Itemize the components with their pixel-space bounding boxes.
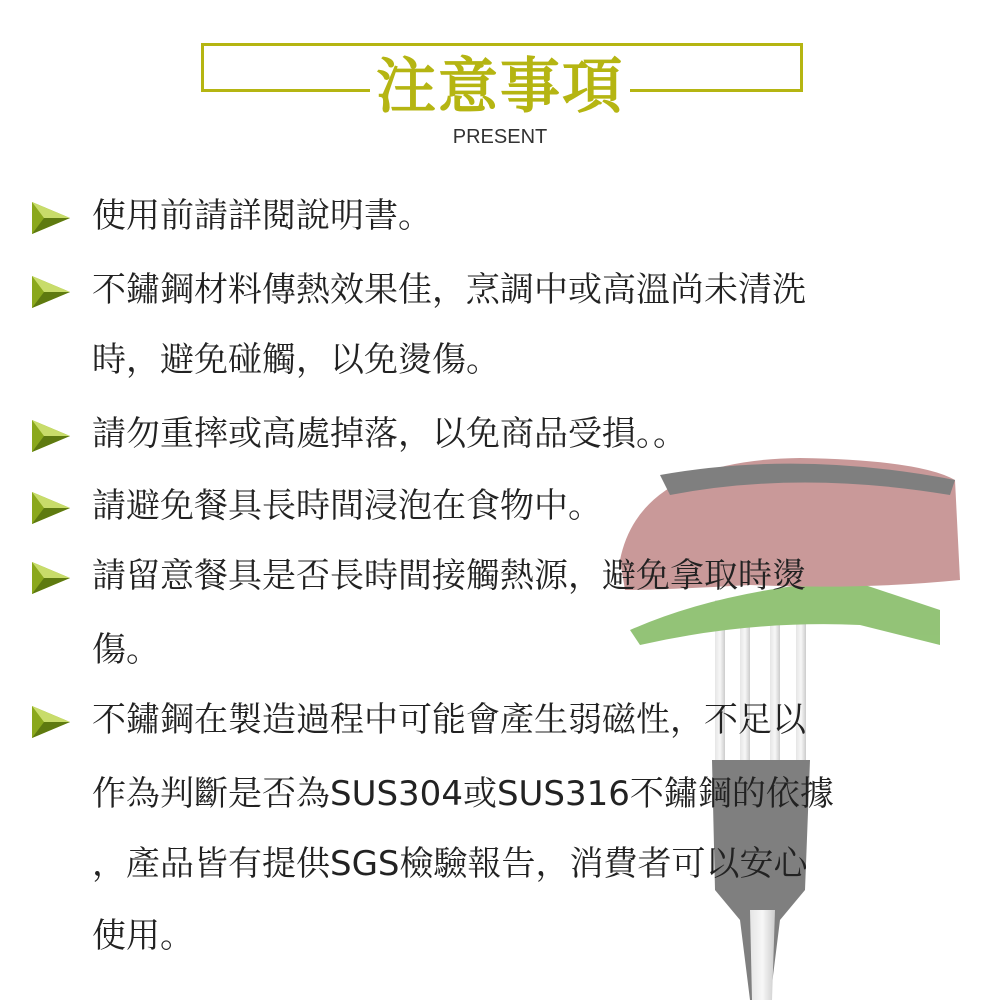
- page-subtitle: PRESENT: [452, 126, 548, 148]
- notice-item-line: 使用。: [92, 916, 194, 956]
- green-triangle-arrow-icon: [30, 704, 72, 740]
- notice-item-line: 作為判斷是否為SUS304或SUS316不鏽鋼的依據: [92, 774, 834, 814]
- green-triangle-arrow-icon: [30, 560, 72, 596]
- notice-item-line: 請避免餐具長時間浸泡在食物中。: [92, 486, 602, 526]
- notice-item-line: 傷。: [92, 630, 160, 670]
- green-triangle-arrow-icon: [30, 490, 72, 526]
- green-triangle-arrow-icon: [30, 418, 72, 454]
- notice-item-line: 不鏽鋼在製造過程中可能會產生弱磁性，不足以: [92, 700, 806, 740]
- notice-item-line: 不鏽鋼材料傳熱效果佳，烹調中或高溫尚未清洗: [92, 270, 806, 310]
- notice-item-line: 請勿重摔或高處掉落，以免商品受損。。: [92, 414, 687, 454]
- page-title: 注意事項: [0, 52, 1000, 122]
- notice-item-line: 時，避免碰觸，以免燙傷。: [92, 340, 500, 380]
- title-rule: [630, 89, 800, 92]
- green-triangle-arrow-icon: [30, 274, 72, 310]
- notice-item-line: 使用前請詳閱說明書。: [92, 196, 432, 236]
- title-rule: [201, 89, 370, 92]
- green-triangle-arrow-icon: [30, 200, 72, 236]
- notice-item-line: ，產品皆有提供SGS檢驗報告，消費者可以安心: [92, 844, 808, 884]
- notice-item-line: 請留意餐具是否長時間接觸熱源，避免拿取時燙: [92, 556, 806, 596]
